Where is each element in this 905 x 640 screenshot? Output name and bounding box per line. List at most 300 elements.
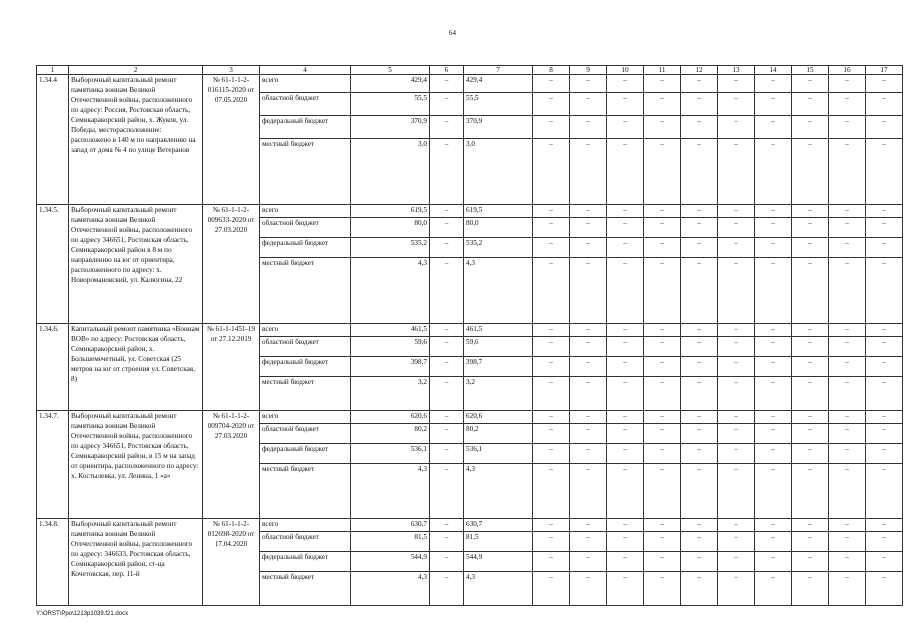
total-amount: 4,3: [351, 572, 430, 606]
column-number-7: 7: [464, 66, 533, 75]
empty-value-cell: –: [644, 357, 681, 377]
empty-value-cell: –: [866, 218, 903, 238]
empty-value-cell: –: [718, 552, 755, 572]
empty-value-cell: –: [792, 572, 829, 606]
empty-value-cell: –: [681, 324, 718, 337]
year-amount: 630,7: [464, 519, 533, 532]
empty-value-cell: –: [755, 519, 792, 532]
empty-value-cell: –: [607, 205, 644, 218]
empty-value-cell: –: [829, 357, 866, 377]
year-amount: 620,6: [464, 411, 533, 424]
empty-value-cell: –: [829, 337, 866, 357]
empty-value-cell: –: [866, 116, 903, 139]
empty-value-cell: –: [570, 519, 607, 532]
empty-value-cell: –: [570, 139, 607, 205]
year-amount: 370,9: [464, 116, 533, 139]
empty-value-cell: –: [866, 552, 903, 572]
empty-value-cell: –: [718, 464, 755, 519]
project-name: Выборочный капитальный ремонт памятника воинам Великой Отечественной войны, расположенного по адресу: 346633, Ростовская область, Семикаракорский район, ст-ца Кочетовская, пер. 11-й: [69, 519, 203, 606]
value-cell: –: [430, 572, 464, 606]
project-number: 1.34.6.: [37, 324, 69, 411]
year-amount: 4,3: [464, 464, 533, 519]
empty-value-cell: –: [570, 444, 607, 464]
empty-value-cell: –: [755, 116, 792, 139]
empty-value-cell: –: [533, 93, 570, 116]
empty-value-cell: –: [644, 337, 681, 357]
total-amount: 429,4: [351, 75, 430, 93]
funding-source: всего: [260, 411, 351, 424]
empty-value-cell: –: [681, 337, 718, 357]
page-number: 64: [449, 29, 456, 37]
empty-value-cell: –: [533, 424, 570, 444]
empty-value-cell: –: [644, 552, 681, 572]
empty-value-cell: –: [533, 205, 570, 218]
empty-value-cell: –: [607, 424, 644, 444]
empty-value-cell: –: [866, 444, 903, 464]
empty-value-cell: –: [755, 218, 792, 238]
funding-source: областной бюджет: [260, 337, 351, 357]
empty-value-cell: –: [644, 444, 681, 464]
empty-value-cell: –: [866, 75, 903, 93]
project-name: Выборочный капитальный ремонт памятника воинам Великой Отечественной войны, расположенного по адресу 346651, Ростовская область, Семикаракорский район в 8 м по направлению на юг от ориентира, расположенного по адресу: х. Новоромановский, ул. Калюгина, 22: [69, 205, 203, 324]
empty-value-cell: –: [570, 238, 607, 258]
empty-value-cell: –: [718, 424, 755, 444]
empty-value-cell: –: [570, 218, 607, 238]
empty-value-cell: –: [792, 357, 829, 377]
empty-value-cell: –: [570, 75, 607, 93]
empty-value-cell: –: [607, 337, 644, 357]
empty-value-cell: –: [718, 357, 755, 377]
table-row: [37, 75, 903, 93]
empty-value-cell: –: [533, 218, 570, 238]
empty-value-cell: –: [866, 532, 903, 552]
empty-value-cell: –: [718, 444, 755, 464]
empty-value-cell: –: [718, 324, 755, 337]
empty-value-cell: –: [792, 519, 829, 532]
year-amount: 461,5: [464, 324, 533, 337]
empty-value-cell: –: [570, 205, 607, 218]
empty-value-cell: –: [570, 424, 607, 444]
empty-value-cell: –: [792, 324, 829, 337]
expertise-document: № 61-1-1451-19 от 27.12.2019: [203, 324, 260, 411]
empty-value-cell: –: [681, 93, 718, 116]
empty-value-cell: –: [829, 424, 866, 444]
empty-value-cell: –: [755, 532, 792, 552]
empty-value-cell: –: [829, 444, 866, 464]
empty-value-cell: –: [533, 337, 570, 357]
empty-value-cell: –: [570, 411, 607, 424]
empty-value-cell: –: [829, 464, 866, 519]
year-amount: 80,0: [464, 218, 533, 238]
empty-value-cell: –: [607, 93, 644, 116]
empty-value-cell: –: [792, 238, 829, 258]
empty-value-cell: –: [792, 424, 829, 444]
empty-value-cell: –: [755, 424, 792, 444]
funding-source: всего: [260, 75, 351, 93]
empty-value-cell: –: [533, 377, 570, 411]
year-amount: 81,5: [464, 532, 533, 552]
empty-value-cell: –: [755, 444, 792, 464]
empty-value-cell: –: [829, 411, 866, 424]
empty-value-cell: –: [718, 377, 755, 411]
empty-value-cell: –: [718, 532, 755, 552]
year-amount: 535,2: [464, 238, 533, 258]
empty-value-cell: –: [533, 116, 570, 139]
column-number-6: 6: [430, 66, 464, 75]
value-cell: –: [430, 258, 464, 324]
year-amount: 80,2: [464, 424, 533, 444]
project-name: Капитальный ремонт памятника «Воинам ВОВ» по адресу: Ростовская область, Семикаракорский район, х. Большемечетный, ул. Советская (25 метров на юг от строения ул. Советская, 8): [69, 324, 203, 411]
total-amount: 80,2: [351, 424, 430, 444]
empty-value-cell: –: [570, 258, 607, 324]
empty-value-cell: –: [718, 139, 755, 205]
empty-value-cell: –: [718, 258, 755, 324]
empty-value-cell: –: [718, 411, 755, 424]
table-row: [37, 324, 903, 337]
empty-value-cell: –: [792, 205, 829, 218]
empty-value-cell: –: [644, 411, 681, 424]
funding-source: областной бюджет: [260, 93, 351, 116]
empty-value-cell: –: [644, 532, 681, 552]
empty-value-cell: –: [607, 532, 644, 552]
project-number: 1.34.4: [37, 75, 69, 205]
empty-value-cell: –: [681, 218, 718, 238]
empty-value-cell: –: [755, 238, 792, 258]
empty-value-cell: –: [607, 75, 644, 93]
column-number-3: 3: [203, 66, 260, 75]
empty-value-cell: –: [829, 258, 866, 324]
year-amount: 4,3: [464, 258, 533, 324]
year-amount: 536,1: [464, 444, 533, 464]
empty-value-cell: –: [533, 519, 570, 532]
empty-value-cell: –: [792, 258, 829, 324]
empty-value-cell: –: [792, 93, 829, 116]
funding-source: областной бюджет: [260, 532, 351, 552]
expertise-document: № 61-1-1-2-012698-2020 от 17.04.2020: [203, 519, 260, 606]
total-amount: 80,0: [351, 218, 430, 238]
year-amount: 398,7: [464, 357, 533, 377]
empty-value-cell: –: [792, 116, 829, 139]
empty-value-cell: –: [533, 532, 570, 552]
column-number-9: 9: [570, 66, 607, 75]
empty-value-cell: –: [570, 464, 607, 519]
funding-source: всего: [260, 519, 351, 532]
total-amount: 544,9: [351, 552, 430, 572]
empty-value-cell: –: [681, 464, 718, 519]
empty-value-cell: –: [829, 532, 866, 552]
empty-value-cell: –: [755, 377, 792, 411]
funding-source: федеральный бюджет: [260, 552, 351, 572]
total-amount: 3,2: [351, 377, 430, 411]
column-number-10: 10: [607, 66, 644, 75]
value-cell: –: [430, 424, 464, 444]
total-amount: 55,5: [351, 93, 430, 116]
empty-value-cell: –: [644, 258, 681, 324]
empty-value-cell: –: [607, 519, 644, 532]
empty-value-cell: –: [792, 337, 829, 357]
column-number-15: 15: [792, 66, 829, 75]
year-amount: 429,4: [464, 75, 533, 93]
empty-value-cell: –: [607, 324, 644, 337]
funding-source: местный бюджет: [260, 572, 351, 606]
total-amount: 536,1: [351, 444, 430, 464]
value-cell: –: [430, 464, 464, 519]
empty-value-cell: –: [607, 444, 644, 464]
empty-value-cell: –: [570, 116, 607, 139]
empty-value-cell: –: [718, 218, 755, 238]
empty-value-cell: –: [681, 572, 718, 606]
year-amount: 544,9: [464, 552, 533, 572]
empty-value-cell: –: [644, 519, 681, 532]
empty-value-cell: –: [644, 238, 681, 258]
empty-value-cell: –: [607, 552, 644, 572]
empty-value-cell: –: [607, 572, 644, 606]
empty-value-cell: –: [644, 218, 681, 238]
value-cell: –: [430, 139, 464, 205]
empty-value-cell: –: [866, 258, 903, 324]
empty-value-cell: –: [644, 205, 681, 218]
value-cell: –: [430, 552, 464, 572]
year-amount: 4,3: [464, 572, 533, 606]
empty-value-cell: –: [533, 464, 570, 519]
empty-value-cell: –: [718, 337, 755, 357]
empty-value-cell: –: [644, 139, 681, 205]
empty-value-cell: –: [718, 93, 755, 116]
project-name: Выборочный капитальный ремонт памятника воинам Великой Отечественной войны, расположенного по адресу 346651, Ростовская область, Семикаракорский район, в 15 м на запад от ориентира, расположенного по адресу: х. Костылевка, ул. Ленина, 1 «а»: [69, 411, 203, 519]
empty-value-cell: –: [570, 532, 607, 552]
empty-value-cell: –: [644, 116, 681, 139]
funding-source: местный бюджет: [260, 464, 351, 519]
empty-value-cell: –: [718, 205, 755, 218]
empty-value-cell: –: [533, 357, 570, 377]
empty-value-cell: –: [644, 424, 681, 444]
value-cell: –: [430, 205, 464, 218]
empty-value-cell: –: [829, 519, 866, 532]
total-amount: 398,7: [351, 357, 430, 377]
empty-value-cell: –: [755, 139, 792, 205]
column-number-12: 12: [681, 66, 718, 75]
empty-value-cell: –: [829, 116, 866, 139]
value-cell: –: [430, 324, 464, 337]
empty-value-cell: –: [607, 464, 644, 519]
funding-source: местный бюджет: [260, 258, 351, 324]
empty-value-cell: –: [607, 377, 644, 411]
empty-value-cell: –: [681, 357, 718, 377]
total-amount: 535,2: [351, 238, 430, 258]
column-number-13: 13: [718, 66, 755, 75]
column-number-14: 14: [755, 66, 792, 75]
empty-value-cell: –: [866, 337, 903, 357]
empty-value-cell: –: [829, 238, 866, 258]
column-number-2: 2: [69, 66, 203, 75]
year-amount: 59,6: [464, 337, 533, 357]
file-path-footer: Y:\ORST\Ppo\1213p1039.f21.docx: [36, 611, 129, 617]
empty-value-cell: –: [533, 324, 570, 337]
funding-source: областной бюджет: [260, 424, 351, 444]
empty-value-cell: –: [755, 357, 792, 377]
empty-value-cell: –: [681, 139, 718, 205]
value-cell: –: [430, 357, 464, 377]
empty-value-cell: –: [533, 411, 570, 424]
empty-value-cell: –: [607, 116, 644, 139]
empty-value-cell: –: [866, 357, 903, 377]
empty-value-cell: –: [866, 324, 903, 337]
empty-value-cell: –: [792, 552, 829, 572]
empty-value-cell: –: [829, 93, 866, 116]
empty-value-cell: –: [866, 205, 903, 218]
empty-value-cell: –: [792, 377, 829, 411]
empty-value-cell: –: [644, 377, 681, 411]
total-amount: 4,3: [351, 464, 430, 519]
empty-value-cell: –: [533, 552, 570, 572]
empty-value-cell: –: [681, 238, 718, 258]
total-amount: 59,6: [351, 337, 430, 357]
empty-value-cell: –: [533, 572, 570, 606]
value-cell: –: [430, 337, 464, 357]
funding-source: федеральный бюджет: [260, 444, 351, 464]
empty-value-cell: –: [755, 75, 792, 93]
year-amount: 55,5: [464, 93, 533, 116]
empty-value-cell: –: [829, 75, 866, 93]
value-cell: –: [430, 532, 464, 552]
empty-value-cell: –: [829, 139, 866, 205]
empty-value-cell: –: [570, 324, 607, 337]
total-amount: 461,5: [351, 324, 430, 337]
empty-value-cell: –: [570, 357, 607, 377]
empty-value-cell: –: [681, 258, 718, 324]
empty-value-cell: –: [533, 139, 570, 205]
empty-value-cell: –: [681, 75, 718, 93]
value-cell: –: [430, 218, 464, 238]
budget-table: [36, 65, 903, 606]
empty-value-cell: –: [792, 75, 829, 93]
empty-value-cell: –: [570, 377, 607, 411]
empty-value-cell: –: [866, 93, 903, 116]
empty-value-cell: –: [829, 324, 866, 337]
empty-value-cell: –: [681, 444, 718, 464]
empty-value-cell: –: [866, 519, 903, 532]
empty-value-cell: –: [866, 572, 903, 606]
funding-source: всего: [260, 205, 351, 218]
empty-value-cell: –: [570, 93, 607, 116]
empty-value-cell: –: [644, 572, 681, 606]
funding-source: областной бюджет: [260, 218, 351, 238]
value-cell: –: [430, 93, 464, 116]
expertise-document: № 61-1-1-2-016115-2020 от 07.05.2020: [203, 75, 260, 205]
expertise-document: № 61-1-1-2-009633-2020 от 27.03.2020: [203, 205, 260, 324]
empty-value-cell: –: [866, 464, 903, 519]
project-number: 1.34.8.: [37, 519, 69, 606]
column-number-4: 4: [260, 66, 351, 75]
empty-value-cell: –: [607, 238, 644, 258]
empty-value-cell: –: [792, 532, 829, 552]
empty-value-cell: –: [755, 572, 792, 606]
empty-value-cell: –: [829, 572, 866, 606]
funding-source: местный бюджет: [260, 139, 351, 205]
empty-value-cell: –: [866, 424, 903, 444]
empty-value-cell: –: [718, 519, 755, 532]
total-amount: 620,6: [351, 411, 430, 424]
empty-value-cell: –: [866, 377, 903, 411]
empty-value-cell: –: [755, 337, 792, 357]
empty-value-cell: –: [570, 552, 607, 572]
empty-value-cell: –: [681, 116, 718, 139]
empty-value-cell: –: [644, 75, 681, 93]
empty-value-cell: –: [607, 139, 644, 205]
column-number-11: 11: [644, 66, 681, 75]
expertise-document: № 61-1-1-2-009704-2020 от 27.03.2020: [203, 411, 260, 519]
empty-value-cell: –: [718, 238, 755, 258]
column-number-8: 8: [533, 66, 570, 75]
empty-value-cell: –: [533, 75, 570, 93]
value-cell: –: [430, 519, 464, 532]
empty-value-cell: –: [718, 75, 755, 93]
column-number-17: 17: [866, 66, 903, 75]
value-cell: –: [430, 377, 464, 411]
column-number-5: 5: [351, 66, 430, 75]
empty-value-cell: –: [755, 324, 792, 337]
funding-source: федеральный бюджет: [260, 238, 351, 258]
value-cell: –: [430, 411, 464, 424]
value-cell: –: [430, 444, 464, 464]
total-amount: 619,5: [351, 205, 430, 218]
empty-value-cell: –: [570, 572, 607, 606]
total-amount: 630,7: [351, 519, 430, 532]
funding-source: местный бюджет: [260, 377, 351, 411]
empty-value-cell: –: [681, 424, 718, 444]
empty-value-cell: –: [829, 218, 866, 238]
project-number: 1.34.7.: [37, 411, 69, 519]
value-cell: –: [430, 75, 464, 93]
empty-value-cell: –: [718, 116, 755, 139]
total-amount: 4,3: [351, 258, 430, 324]
empty-value-cell: –: [681, 205, 718, 218]
empty-value-cell: –: [866, 139, 903, 205]
project-name: Выборочный капитальный ремонт памятника воинам Великой Отечественной войны, расположенного по адресу: Россия, Ростовская область, Семикаракорский район, х. Жуков, ул. Победы, месторасположение: расположено в 140 м по направлению на запад от дома № 4 по улице Ветеранов: [69, 75, 203, 205]
empty-value-cell: –: [607, 411, 644, 424]
empty-value-cell: –: [607, 357, 644, 377]
column-number-16: 16: [829, 66, 866, 75]
empty-value-cell: –: [681, 532, 718, 552]
total-amount: 81,5: [351, 532, 430, 552]
empty-value-cell: –: [792, 218, 829, 238]
empty-value-cell: –: [644, 464, 681, 519]
empty-value-cell: –: [607, 258, 644, 324]
empty-value-cell: –: [792, 139, 829, 205]
empty-value-cell: –: [829, 552, 866, 572]
funding-source: всего: [260, 324, 351, 337]
column-number-1: 1: [37, 66, 69, 75]
table-row: [37, 519, 903, 532]
funding-source: федеральный бюджет: [260, 116, 351, 139]
table-row: [37, 205, 903, 218]
empty-value-cell: –: [829, 205, 866, 218]
empty-value-cell: –: [792, 411, 829, 424]
empty-value-cell: –: [866, 238, 903, 258]
year-amount: 3,2: [464, 377, 533, 411]
empty-value-cell: –: [681, 552, 718, 572]
project-number: 1.34.5.: [37, 205, 69, 324]
total-amount: 370,9: [351, 116, 430, 139]
column-number-row: [37, 66, 903, 75]
empty-value-cell: –: [755, 552, 792, 572]
empty-value-cell: –: [644, 324, 681, 337]
value-cell: –: [430, 238, 464, 258]
empty-value-cell: –: [718, 572, 755, 606]
empty-value-cell: –: [792, 444, 829, 464]
year-amount: 3,0: [464, 139, 533, 205]
year-amount: 619,5: [464, 205, 533, 218]
